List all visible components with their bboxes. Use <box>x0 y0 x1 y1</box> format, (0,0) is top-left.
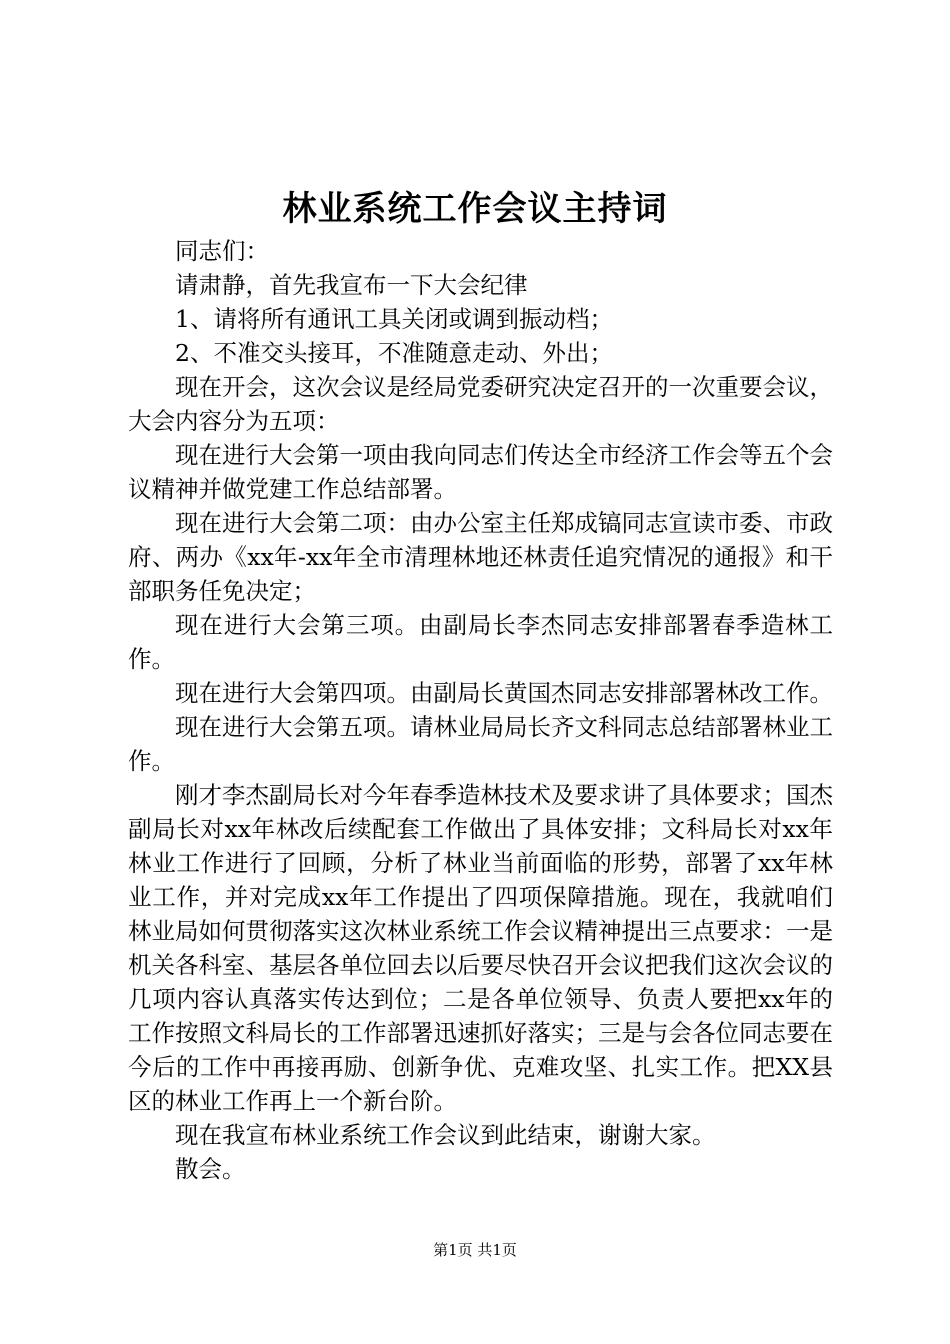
document-body <box>128 234 833 1186</box>
paragraph-item-3: 现在进行大会第三项。由副局长李杰同志安排部署春季造林工作。 <box>128 611 833 673</box>
paragraph-rule-2: 2、不准交头接耳，不准随意走动、外出； <box>175 339 613 367</box>
paragraph-item-4: 现在进行大会第四项。由副局长黄国杰同志安排部署林改工作。 <box>175 679 833 707</box>
paragraph-item-5: 现在进行大会第五项。请林业局局长齐文科同志总结部署林业工作。 <box>128 713 833 775</box>
paragraph-opening: 现在开会，这次会议是经局党委研究决定召开的一次重要会议，大会内容分为五项： <box>128 373 833 435</box>
paragraph-closing: 现在我宣布林业系统工作会议到此结束，谢谢大家。 <box>175 1121 716 1149</box>
paragraph-adjourn: 散会。 <box>175 1155 246 1183</box>
paragraph-rule-1: 1、请将所有通讯工具关闭或调到振动档； <box>175 305 613 333</box>
paragraph-discipline-intro: 请肃静，首先我宣布一下大会纪律 <box>175 271 528 299</box>
paragraph-item-2: 现在进行大会第二项：由办公室主任郑成镐同志宣读市委、市政府、两办《xx年-xx年全市清理林地还林责任追究情况的通报》和干部职务任免决定； <box>128 509 833 605</box>
paragraph-item-1: 现在进行大会第一项由我向同志们传达全市经济工作会等五个会议精神并做党建工作总结部署。 <box>128 441 833 503</box>
document-title: 林业系统工作会议主持词 <box>282 189 668 229</box>
paragraph-summary: 刚才李杰副局长对今年春季造林技术及要求讲了具体要求；国杰副局长对xx年林改后续配套工作做出了具体安排；文科局长对xx年林业工作进行了回顾，分析了林业当前面临的形势，部署了xx年林业工作，并对完成xx年工作提出了四项保障措施。现在，我就咱们林业局如何贯彻落实这次林业系统工作会议精神提出三点要求：一是机关各科室、基层各单位回去以后要尽快召开会议把我们这次会议的几项内容认真落实传达到位；二是各单位领导、负责人要把xx年的工作按照文科局长的工作部署迅速抓好落实；三是与会各位同志要在今后的工作中再接再励、创新争优、克难攻坚、扎实工作。把XX县区的林业工作再上一个新台阶。 <box>128 781 833 1115</box>
paragraph-greeting: 同志们： <box>175 237 269 265</box>
page-footer: 第1页 共1页 <box>433 1241 517 1259</box>
